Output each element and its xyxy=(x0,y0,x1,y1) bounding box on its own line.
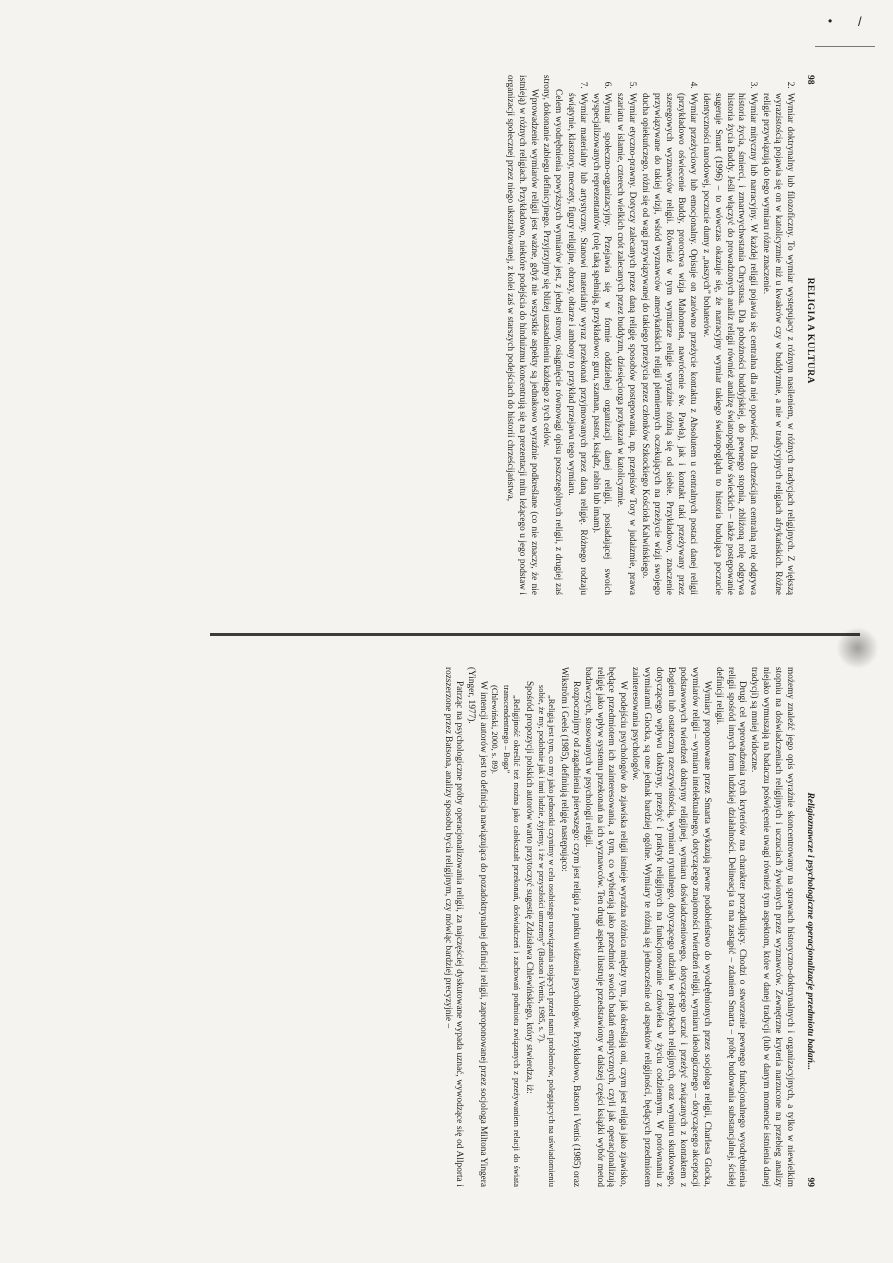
page-99 xyxy=(195,667,815,1187)
paragraph: Celem wyodrębnienia powyższych wymiarów jest, z jednej strony, osiągnięcie równowagi opisu poszczególnych religii, z drugiej zaś strony, dokonanie zabiegu definicyjnego. Przyjrzyjmy się bliżej uzasadnieniu każdego z tych celów. xyxy=(540,75,563,595)
paragraph: W podejściu psychologów do zjawiska religii istnieje wyraźna różnica między tym, jak określają oni, czym jest religia jako zjawisko, będące przedmiotem ich zainteresowania, a tym, co wybierają jako przedmiot swoich badań empirycznych, czyli jak operacjonalizują religię jako wpływ systemu przekonań na ich wyznawców. Ten drugi aspekt ilustruje przedstawiony w dalszej części książki wybór metod badawczych, stosowanych w psychologii religii. xyxy=(582,667,629,1187)
running-head-title: Religioznawcze i psychologiczne operacjonalizacje przedmiotu badań... xyxy=(805,792,815,1071)
page-number: 98 xyxy=(805,75,815,85)
paragraph: Rozpocznijmy od zagadnienia pierwszego: czym jest religia z punktu widzenia psychologów. Przykładowo, Batson i Ventis (1985) oraz Wikström i Geels (1985), definiują religię następująco: xyxy=(558,667,581,1187)
list-item: 4. Wymiar przeżyciowy lub emocjonalny. Opisuje on zarówno przeżycie kontaktu z Absolutem u centralnych postaci danej religii (przykładowo oświecenie Buddy, proroctwa wizja Mahometa, nawrócenie św. Pawła), jak i kontakt taki przeżywany przez szeregowych wyznawców religii. Również w tym wymiarze religie wyraźnie różnią się od siebie. Przykładowo, znaczenie przywiązywane do takiej wizji, wśród wyznawców amerykańskich religii plemiennych oczekujących na przeżycie wizji swojego ducha opiekuńczego, różni się od wagi przywiązywanej do takiego przeżycia przez członków Szkockiego Kościoła Kalwińskiego. xyxy=(638,91,698,595)
block-quote: „Religią jest tym, co my jako jednostki czynimy w celu osobistego rozwiązania stojących przed nami problemów, polegających na uświadomieniu sobie, że my, podobnie jak i inni ludzie, żyjemy, i że w przyszłości umrzemy” (Batson i Ventis, 1985, s. 7). xyxy=(536,685,556,1187)
running-head-title: RELIGIA A KULTURA xyxy=(805,277,815,384)
paragraph: Wprowadzenie wymiarów religii jest ważne, gdyż nie wszystkie aspekty są jednakowo wyraźnie podkreślane (co nie znaczy, że nie istnieją) w różnych religiach. Przykładowo, niektóre podejścia do hinduizmu koncentrują się na prezentacji mitu leżącego u jego podstaw i organizacji społecznej przez niego ukształtowanej, z kolei zaś w starszych podejściach do historii chrześcijaństwa, xyxy=(505,75,540,595)
list-item: 7. Wymiar materialny lub artystyczny. Stanowi materialny wyraz przekonań przyjmowanych przez daną religię. Różnego rodzaju świątynie, klasztory, meczety, figury religijne, obrazy, ołtarze i ambony to przykład przejawu tego wymiaru. xyxy=(564,91,588,595)
block-quote: „Religijność określić też można jako całokształt przekonań, doświadczeń i zachowań podmiotu związanych z przeżywaniem relacji do świata transcendentnego – Boga” xyxy=(502,685,522,1187)
running-head xyxy=(803,667,815,1187)
list-item: 6. Wymiar społeczno-organizacyjny. Przejawia się w formie oddzielnej organizacji danej religii, posiadającej swoich wyspecjalizowanych reprezentantów (rolę taką spełniają, przykładowo: guru, szaman, pastor, ksiądz, rabin lub imam). xyxy=(589,91,613,595)
scan-smudge xyxy=(835,628,880,668)
paragraph: Wymiary proponowane przez Smarta wykazują pewne podobieństwo do wyodrębnionych przez socjologa religii, Charlesa Glocka, wymiarów religii – wymiaru intelektualnego, dotyczącego znajomości twierdzeń religii, wymiaru ideologicznego – dotyczącego akceptacji podstawowych twierdzeń doktryny religijnej, wymiaru doświadczeniowego, dotyczącego uczuć i przeżyć związanych z kontaktem z Bogiem lub ostateczną rzeczywistością, wymiaru rytualnego, dotyczącego udziału w praktykach religijnych, oraz wymiaru skutkowego, dotyczącego wpływu doktryny, przeżyć i praktyk religijnych na funkcjonowanie człowieka w życiu codziennym. W porównaniu z wymiarami Glocka, są one jednak bardziej ogólne. Wymiary te różnią się jednocześnie od aspektów religijności, będących przedmiotem zainteresowania psychologów. xyxy=(630,667,712,1187)
book-spine-line xyxy=(210,633,860,636)
scan-dot-mark: • xyxy=(828,14,833,28)
paragraph: Patrząc na psychologiczne próby operacjonalizowania religii, za najczęściej dyskutowane wypada uznać, wywodzące się od Allporta i rozszerzone przez Batsona, analizy sposobu bycia religijnym, czy mówiąc bardziej precyzyjnie – xyxy=(442,667,465,1187)
list-item: 2. Wymiar doktrynalny lub filozoficzny. To wymiar wystepujacy z różnym nasileniem, w różnych tradycjach religijnych. Z większą wyrazistością pojawia się on w katolicyzmie niż u kwakrów czy w buddyzmie, a nie w tradycyjnych religiach afrykańskich. Różne religie przywiązują do tego wymiaru różne znaczenie. xyxy=(759,91,795,595)
paragraph: możemy znaleźć jego opis wyraźnie skoncentrowany na sprawach historyczno-doktrynalnych i organizacyjnych, a tylko w niewielkim stopniu na doświadczeniach religijnych i uczuciach żywionych przez wyznawców. Zewnętrzne kryteria narzucone na przebieg analizy niejako wymuszają na badaczu poświęcenie uwagi również tym aspektom, które w danej tradycji (lub w danym momencie istnienia danej tradycji) są mniej widoczne. xyxy=(749,667,796,1187)
scan-edge-line xyxy=(815,46,875,47)
list-item: 5. Wymiar etyczno-prawny. Dotyczy zalecanych przez daną religię sposobów postępowania, np. przepisów Tory w judaizmie, prawa szariatu w islamie, czterech wielkich cnót zalecanych przez buddyzm, dziesięciorga przykazań w katolicyzmie. xyxy=(614,91,638,595)
scan-tick-mark: / xyxy=(858,14,862,29)
page-number: 99 xyxy=(805,1177,815,1187)
running-head xyxy=(803,75,815,595)
quote-citation: (Chlewiński, 2000, s. 89). xyxy=(489,685,500,775)
dimensions-list xyxy=(564,75,795,595)
list-item: 3. Wymiar mityczny lub narracyjny. W każdej religii pojawia się centralna dla niej opowieść. Dla chrześcijan centralną rolę odgrywa historia życia, śmierci, i zmartwychwstania Chrystusa. Dla pobożności buddyjskiej, do pewnego stopnia, zbliżoną rolę odgrywa historia życia Buddy. Jeśli włączyć do prowadzonych analiz religii również analizę światopoglądów świeckich – także postępowanie sugeruje Smart (1996) – to wówczas okazuje się, że narracyjny wymiar takiego światopoglądu to historia budująca poczucie identyczności narodowej, poczucie dumy z „naszych” bohaterów. xyxy=(699,91,759,595)
page-98 xyxy=(195,75,815,595)
paragraph: Drugi cel wprowadzenia tych kryteriów ma charakter porządkujący. Chodzi o stworzenie pewnego funkcjonalnego wyodrębnienia religii spośród innych form ludzkiej działalności. Delineacja ta ma zastąpić – zdaniem Smarta – próbę budowania substancjalnej, ścisłej definicji religii. xyxy=(713,667,748,1187)
paragraph: Spośród propozycji polskich autorów warto przytoczyć sugestię Zdzisława Chlewińskiego, który stwierdza, iż: xyxy=(524,681,535,1094)
paragraph: W intencji autorów jest to definicja nawiązująca do pozadoktrynalnej definicji religii, zaproponowanej przez socjologa Miltona Yingera (Yinger, 1977). xyxy=(466,667,489,1187)
